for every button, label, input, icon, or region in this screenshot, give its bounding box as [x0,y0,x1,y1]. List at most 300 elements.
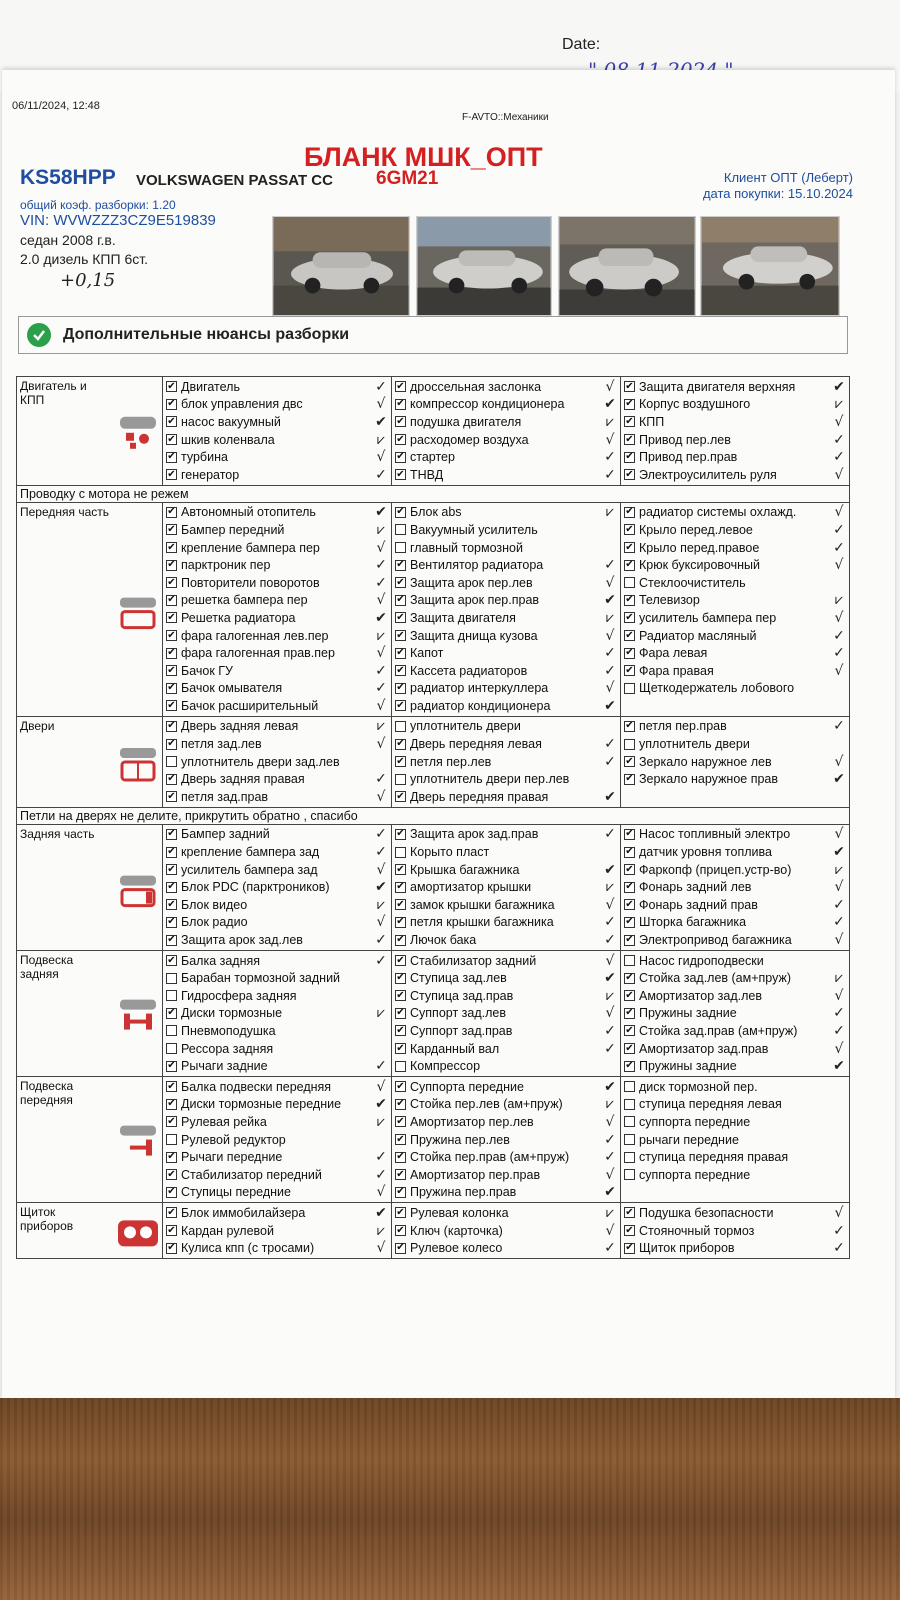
checkbox[interactable] [166,791,177,802]
checklist-item[interactable] [621,556,849,574]
checklist-item[interactable] [392,843,620,861]
checklist-item[interactable] [392,680,620,698]
checklist-item[interactable] [392,952,620,970]
checklist-item[interactable] [621,1113,849,1131]
checklist-item[interactable] [392,697,620,715]
checkbox[interactable] [166,774,177,785]
checklist-item[interactable] [163,448,391,466]
checklist-item[interactable] [163,1204,391,1222]
checklist-item[interactable] [621,1148,849,1166]
checklist-item[interactable] [392,627,620,645]
checkbox[interactable] [624,1099,635,1110]
checklist-item[interactable] [163,662,391,680]
checkbox[interactable] [395,899,406,910]
checklist-item[interactable] [392,504,620,522]
checkbox[interactable] [395,507,406,518]
checkbox[interactable] [624,847,635,858]
checkbox[interactable] [395,434,406,445]
checkbox[interactable] [166,1008,177,1019]
checklist-item[interactable] [163,1222,391,1240]
checklist-item[interactable] [392,1005,620,1023]
checklist-item[interactable] [163,504,391,522]
checklist-item[interactable] [621,1166,849,1184]
checklist-item[interactable] [163,1005,391,1023]
checkbox[interactable] [624,612,635,623]
handwritten-check-icon: ⩗ [606,1096,614,1113]
checkbox[interactable] [395,1061,406,1072]
checklist-item[interactable] [621,609,849,627]
checklist-item[interactable] [621,1057,849,1075]
checkbox[interactable] [395,1207,406,1218]
item-label: петля пер.прав [639,719,727,734]
handwritten-check-icon: ✓ [833,645,845,662]
item-label: Пневмоподушка [181,1023,276,1038]
checklist-item[interactable] [392,1113,620,1131]
checklist-item[interactable] [621,378,849,396]
checkbox[interactable] [166,1169,177,1180]
checklist-item[interactable] [392,1022,620,1040]
checklist-item[interactable] [392,662,620,680]
checkbox[interactable] [395,721,406,732]
checklist-item[interactable] [163,896,391,914]
checklist-item[interactable] [392,539,620,557]
checklist-column [163,951,392,1076]
check-circle-icon [27,323,51,347]
checkbox[interactable] [395,648,406,659]
checklist-item[interactable] [392,861,620,879]
checkbox[interactable] [166,1243,177,1254]
checkbox[interactable] [395,469,406,480]
checklist-item[interactable] [621,843,849,861]
checkbox[interactable] [624,683,635,694]
checkbox[interactable] [166,829,177,840]
checklist-item[interactable] [621,1222,849,1240]
checklist-item[interactable] [621,770,849,788]
checkbox[interactable] [624,1169,635,1180]
checkbox[interactable] [395,452,406,463]
checkbox[interactable] [166,577,177,588]
checkbox[interactable] [166,882,177,893]
checklist-item[interactable] [621,448,849,466]
checkbox[interactable] [166,1152,177,1163]
checklist-item[interactable] [163,969,391,987]
checkbox[interactable] [395,612,406,623]
checklist-item[interactable] [621,1078,849,1096]
checklist-item[interactable] [621,574,849,592]
checklist-item[interactable] [163,609,391,627]
purchase-date: дата покупки: 15.10.2024 [702,186,853,201]
checkbox[interactable] [624,917,635,928]
checkbox[interactable] [166,524,177,535]
checkbox[interactable] [624,1207,635,1218]
checklist-item[interactable] [392,1057,620,1075]
checkbox[interactable] [395,1099,406,1110]
checklist-column [163,503,392,716]
checklist-item[interactable] [621,896,849,914]
checkbox[interactable] [624,399,635,410]
checkbox[interactable] [624,1043,635,1054]
checkbox[interactable] [166,1116,177,1127]
checklist-item[interactable] [392,378,620,396]
checkbox[interactable] [395,399,406,410]
checklist-item[interactable] [392,1184,620,1202]
handwritten-check-icon: √ [376,396,386,413]
checkbox[interactable] [395,700,406,711]
checklist-item[interactable] [163,539,391,557]
checkbox[interactable] [395,882,406,893]
checkbox[interactable] [624,1225,635,1236]
checklist-item[interactable] [621,521,849,539]
checklist-item[interactable] [392,931,620,949]
checklist-item[interactable] [163,753,391,771]
checklist-item[interactable] [163,788,391,806]
checklist-item[interactable] [392,826,620,844]
checkbox[interactable] [166,665,177,676]
checklist-item[interactable] [163,1148,391,1166]
checklist-item[interactable] [163,431,391,449]
checkbox[interactable] [395,381,406,392]
handwritten-check-icon: √ [376,449,386,466]
checkbox[interactable] [166,899,177,910]
checklist-item[interactable] [392,770,620,788]
checklist-item[interactable] [621,931,849,949]
checklist-item[interactable] [392,574,620,592]
checkbox[interactable] [624,577,635,588]
checklist-item[interactable] [163,1022,391,1040]
checkbox[interactable] [624,990,635,1001]
checklist-item[interactable] [163,987,391,1005]
checkbox[interactable] [624,434,635,445]
checkbox[interactable] [395,1043,406,1054]
handwritten-check-icon: ✓ [833,1240,845,1257]
checklist-item[interactable] [163,413,391,431]
checklist-item[interactable] [392,521,620,539]
checklist-item[interactable] [163,1057,391,1075]
checkbox[interactable] [166,1081,177,1092]
checkbox[interactable] [624,1116,635,1127]
checklist-item[interactable] [621,1022,849,1040]
checklist-item[interactable] [163,1113,391,1131]
stock-code: 6GM21 [376,168,439,189]
checkbox[interactable] [395,990,406,1001]
checklist-item[interactable] [621,718,849,736]
checklist-item[interactable] [163,952,391,970]
checklist-item[interactable] [163,878,391,896]
checkbox[interactable] [395,864,406,875]
checkbox[interactable] [624,1134,635,1145]
checkbox[interactable] [166,973,177,984]
checklist-item[interactable] [621,861,849,879]
checkbox[interactable] [395,577,406,588]
checklist-item[interactable] [392,1078,620,1096]
checklist-item[interactable] [392,1204,620,1222]
checkbox[interactable] [166,648,177,659]
checkbox[interactable] [624,829,635,840]
checklist-item[interactable] [621,987,849,1005]
checkbox[interactable] [166,434,177,445]
checkbox[interactable] [166,399,177,410]
checkbox[interactable] [624,507,635,518]
checklist-item[interactable] [621,952,849,970]
checkbox[interactable] [395,524,406,535]
checkbox[interactable] [395,416,406,427]
checkbox[interactable] [395,1243,406,1254]
checkbox[interactable] [166,630,177,641]
checkbox[interactable] [395,917,406,928]
checklist-item[interactable] [392,878,620,896]
checkbox[interactable] [624,1081,635,1092]
item-label: Кулиса кпп (с тросами) [181,1241,315,1256]
checklist-item[interactable] [621,826,849,844]
checkbox[interactable] [166,507,177,518]
checkbox[interactable] [166,381,177,392]
handwritten-check-icon: √ [376,1184,386,1201]
checklist-item[interactable] [163,1096,391,1114]
checkbox[interactable] [166,1187,177,1198]
checkbox[interactable] [624,630,635,641]
checkbox[interactable] [166,864,177,875]
checklist-item[interactable] [163,770,391,788]
handwritten-check-icon: √ [605,1005,615,1022]
checkbox[interactable] [166,1025,177,1036]
checklist-item[interactable] [163,396,391,414]
checkbox[interactable] [624,739,635,750]
checkbox[interactable] [395,1008,406,1019]
checklist-item[interactable] [621,1005,849,1023]
checklist-item[interactable] [392,556,620,574]
checkbox[interactable] [624,665,635,676]
item-label: Стабилизатор передний [181,1167,322,1182]
checkbox[interactable] [624,560,635,571]
checkbox[interactable] [395,847,406,858]
checkbox[interactable] [166,542,177,553]
checklist-item[interactable] [392,1239,620,1257]
checklist-item[interactable] [392,788,620,806]
checklist-item[interactable] [621,396,849,414]
handwritten-check-icon: ✔ [604,697,616,714]
checkbox[interactable] [395,973,406,984]
checklist-item[interactable] [392,1148,620,1166]
checkbox[interactable] [166,416,177,427]
checklist-item[interactable] [621,680,849,698]
checkbox[interactable] [395,560,406,571]
checklist-item[interactable] [392,609,620,627]
checklist-item[interactable] [621,969,849,987]
checkbox[interactable] [624,955,635,966]
checkbox[interactable] [395,1025,406,1036]
checklist-item[interactable] [163,556,391,574]
checkbox[interactable] [624,1152,635,1163]
checklist-item[interactable] [621,735,849,753]
checklist-item[interactable] [163,592,391,610]
checklist-item[interactable] [621,504,849,522]
checkbox[interactable] [166,1134,177,1145]
checklist-item[interactable] [392,1222,620,1240]
checklist-item[interactable] [163,378,391,396]
checkbox[interactable] [395,1134,406,1145]
checkbox[interactable] [624,973,635,984]
checkbox[interactable] [395,955,406,966]
checkbox[interactable] [624,416,635,427]
checkbox[interactable] [624,595,635,606]
checkbox[interactable] [624,452,635,463]
checklist-item[interactable] [621,914,849,932]
checkbox[interactable] [166,612,177,623]
checkbox[interactable] [624,774,635,785]
checkbox[interactable] [166,700,177,711]
checklist-item[interactable] [163,1239,391,1257]
checklist-item[interactable] [163,826,391,844]
checkbox[interactable] [166,452,177,463]
checkbox[interactable] [166,469,177,480]
checklist-item[interactable] [163,521,391,539]
checkbox[interactable] [395,774,406,785]
checkbox[interactable] [395,665,406,676]
checkbox[interactable] [166,990,177,1001]
checkbox[interactable] [624,381,635,392]
checklist-item[interactable] [392,987,620,1005]
checklist-item[interactable] [392,1166,620,1184]
checkbox[interactable] [395,739,406,750]
checkbox[interactable] [395,1187,406,1198]
checkbox[interactable] [395,630,406,641]
checklist-item[interactable] [621,413,849,431]
checkbox[interactable] [166,595,177,606]
checklist-item[interactable] [163,680,391,698]
item-label: Блок abs [410,505,462,520]
checkbox[interactable] [395,935,406,946]
checklist-item[interactable] [621,466,849,484]
checklist-item[interactable] [163,1078,391,1096]
checkbox[interactable] [166,683,177,694]
item-label: Суппорт зад.прав [410,1023,513,1038]
checklist-item[interactable] [621,644,849,662]
checklist-item[interactable] [621,878,849,896]
checkbox[interactable] [166,1099,177,1110]
checklist-item[interactable] [163,1040,391,1058]
checkbox[interactable] [395,595,406,606]
checkbox[interactable] [166,739,177,750]
checklist-item[interactable] [163,931,391,949]
checklist-item[interactable] [392,448,620,466]
checklist-item[interactable] [392,413,620,431]
checklist-item[interactable] [392,644,620,662]
checkbox[interactable] [624,882,635,893]
checklist-item[interactable] [392,431,620,449]
checkbox[interactable] [166,1043,177,1054]
checklist-item[interactable] [621,627,849,645]
checklist-item[interactable] [392,592,620,610]
checklist-item[interactable] [163,843,391,861]
checklist-item[interactable] [163,627,391,645]
checkbox[interactable] [624,899,635,910]
item-label: Защита арок пер.прав [410,593,540,608]
checkbox[interactable] [395,791,406,802]
handwritten-check-icon: ✓ [604,557,616,574]
checklist-item[interactable] [163,735,391,753]
handwritten-check-icon: √ [605,627,615,644]
checkbox[interactable] [166,1207,177,1218]
checkbox[interactable] [166,955,177,966]
checklist-item[interactable] [392,396,620,414]
checklist-item[interactable] [621,1131,849,1149]
checkbox[interactable] [624,469,635,480]
checklist-item[interactable] [392,1131,620,1149]
checklist-item[interactable] [621,539,849,557]
checkbox[interactable] [624,648,635,659]
checkbox[interactable] [166,917,177,928]
checklist-item[interactable] [392,914,620,932]
checklist-item[interactable] [163,861,391,879]
checkbox[interactable] [166,756,177,767]
checklist-item[interactable] [163,914,391,932]
checkbox[interactable] [166,1061,177,1072]
checkbox[interactable] [395,542,406,553]
checklist-item[interactable] [163,1131,391,1149]
checklist-item[interactable] [621,1096,849,1114]
checklist-item[interactable] [392,466,620,484]
checklist-item[interactable] [163,697,391,715]
checkbox[interactable] [166,560,177,571]
checkbox[interactable] [395,756,406,767]
checkbox[interactable] [166,721,177,732]
checkbox[interactable] [166,847,177,858]
checklist-item[interactable] [163,466,391,484]
item-label: подушка двигателя [410,414,522,429]
checkbox[interactable] [166,935,177,946]
checkbox[interactable] [166,1225,177,1236]
checkbox[interactable] [624,1008,635,1019]
checkbox[interactable] [624,1025,635,1036]
checklist-item[interactable] [621,753,849,771]
checkbox[interactable] [624,1061,635,1072]
checklist-item[interactable] [392,753,620,771]
checklist-item[interactable] [163,1166,391,1184]
checklist-item[interactable] [621,1040,849,1058]
checkbox[interactable] [395,1116,406,1127]
checkbox[interactable] [395,1225,406,1236]
checkbox[interactable] [624,721,635,732]
checklist-item[interactable] [163,718,391,736]
checklist-item[interactable] [621,662,849,680]
checklist-item[interactable] [392,735,620,753]
item-label: Дверь задняя правая [181,772,305,787]
checkbox[interactable] [624,1243,635,1254]
checklist-item[interactable] [163,574,391,592]
checklist-item[interactable] [392,718,620,736]
checkbox[interactable] [624,756,635,767]
checklist-item[interactable] [392,1040,620,1058]
checklist-item[interactable] [392,1096,620,1114]
checklist-item[interactable] [621,592,849,610]
checklist-item[interactable] [163,644,391,662]
checkbox[interactable] [395,1169,406,1180]
checklist-item[interactable] [621,1239,849,1257]
checkbox[interactable] [624,864,635,875]
checkbox[interactable] [395,1152,406,1163]
checklist-item[interactable] [163,1184,391,1202]
checkbox[interactable] [624,524,635,535]
checklist-item[interactable] [621,431,849,449]
checkbox[interactable] [395,1081,406,1092]
checkbox[interactable] [624,935,635,946]
checkbox[interactable] [624,542,635,553]
checklist-item[interactable] [392,896,620,914]
checkbox[interactable] [395,683,406,694]
checkbox[interactable] [395,829,406,840]
checklist-item[interactable] [621,1204,849,1222]
checklist-item[interactable] [392,969,620,987]
